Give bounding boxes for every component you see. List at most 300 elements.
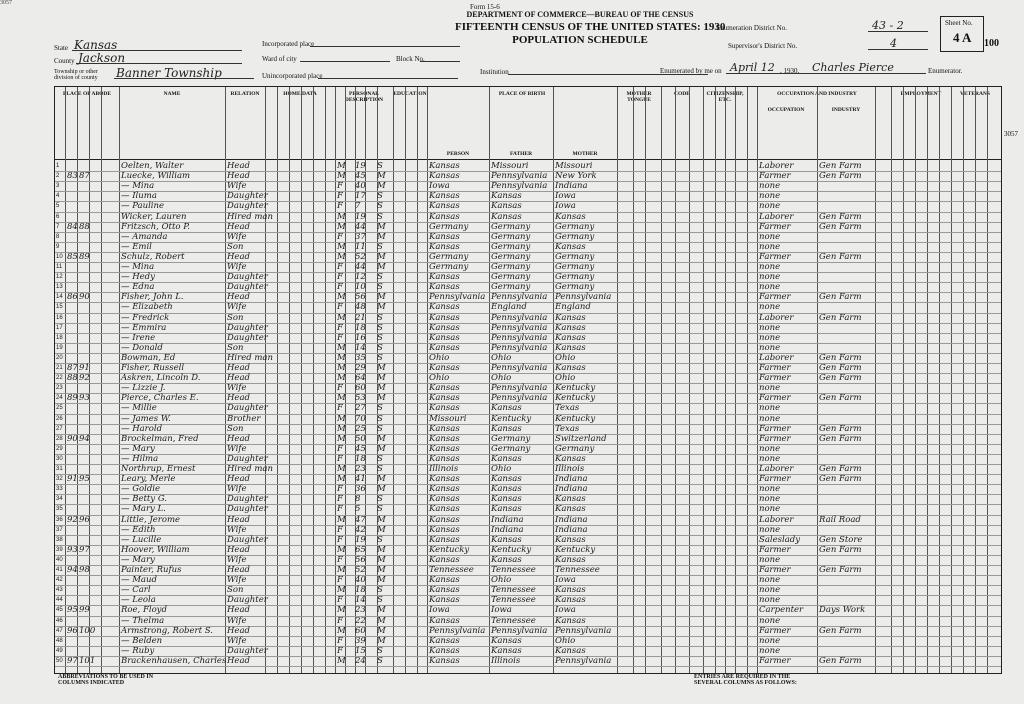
cell-age: 40 (355, 575, 366, 586)
cell-fob: Kansas (491, 474, 522, 485)
cell-sex: F (337, 453, 343, 464)
cell-occ: Farmer (759, 625, 791, 636)
cell-name: — Amanda (121, 231, 168, 242)
footer-abbreviations: ABBREVIATIONS TO BE USED IN COLUMNS INDICATED (58, 674, 154, 686)
cell-rel: Head (227, 251, 250, 262)
enumerator-suffix: Enumerator. (928, 67, 963, 75)
cell-occ: none (759, 494, 781, 505)
cell-rel: Wife (227, 181, 247, 192)
cell-mob: Texas (555, 423, 580, 434)
cell-mar: S (377, 241, 383, 252)
cell-mar: M (377, 383, 386, 394)
cell-fob: Germany (491, 282, 531, 293)
cell-fob: Kansas (491, 453, 522, 464)
cell-mar: S (377, 494, 383, 505)
cell-pob: Ohio (429, 373, 450, 384)
cell-ind: Gen Farm (819, 363, 862, 373)
cell-mob: Germany (555, 221, 595, 232)
line-number: 10 (56, 253, 63, 260)
cell-pob: Germany (429, 262, 469, 272)
cell-age: 47 (355, 514, 366, 525)
cell-sex: M (337, 342, 346, 353)
cell-rel: Son (227, 423, 244, 434)
cell-mob: Texas (555, 403, 580, 414)
line-number: 31 (56, 466, 63, 472)
cell-name: Pierce, Charles E. (121, 393, 199, 404)
cell-pob: Kansas (429, 595, 460, 606)
cell-name: Painter, Rufus (121, 565, 182, 575)
cell-mar: S (377, 282, 383, 293)
cell-sex: M (337, 221, 346, 232)
cell-occ: none (759, 302, 781, 313)
cell-ind: Gen Farm (819, 292, 862, 303)
cell-rel: Daughter (227, 595, 268, 606)
cell-rel: Son (227, 312, 244, 323)
cell-mar: S (377, 423, 383, 434)
cell-age: 39 (355, 635, 366, 646)
cell-mob: Kansas (555, 595, 586, 606)
cell-fob: Kansas (491, 635, 522, 646)
state-label: State (54, 44, 68, 52)
cell-occ: none (759, 484, 781, 495)
cell-name: — Ruby (121, 645, 155, 656)
enumerated-year: , 1930, (780, 67, 800, 75)
cell-mob: Ohio (555, 373, 576, 384)
cell-sex: F (337, 403, 343, 414)
cell-mob: Kansas (555, 363, 586, 373)
cell-age: 45 (355, 171, 366, 182)
supervisor-value: 4 (890, 37, 897, 50)
cell-fob: Germany (491, 251, 531, 262)
cell-age: 37 (355, 231, 366, 242)
line-number: 8 (56, 233, 60, 240)
cell-fm: 91 (79, 363, 90, 373)
cell-age: 53 (355, 393, 366, 404)
cell-rel: Daughter (227, 534, 268, 545)
line-number: 32 (56, 476, 63, 483)
cell-pob: Kansas (429, 383, 460, 394)
cell-mar: M (377, 251, 386, 262)
county-label: County (54, 57, 75, 65)
cell-mob: Pennsylvania (555, 625, 612, 636)
cell-sex: F (337, 181, 343, 192)
cell-age: 52 (355, 565, 366, 575)
margin-number: 3057 (1004, 130, 1018, 138)
cell-age: 21 (355, 312, 366, 323)
unincorporated-label: Unincorporated place (262, 72, 323, 80)
cell-mob: Kentucky (555, 383, 596, 394)
cell-occ: none (759, 272, 781, 283)
cell-rel: Head (227, 625, 250, 636)
cell-rel: Daughter (227, 403, 268, 414)
cell-name: — Hilma (121, 453, 159, 464)
cell-pob: Kansas (429, 211, 460, 222)
cell-fob: Tennessee (491, 565, 536, 575)
cell-occ: Laborer (759, 514, 794, 525)
cell-mob: Germany (555, 272, 595, 283)
cell-sex: F (337, 645, 343, 656)
col-veterans: VETERANS (960, 91, 990, 97)
cell-pob: Kansas (429, 322, 460, 333)
cell-sex: M (337, 393, 346, 404)
line-number: 7 (56, 223, 60, 230)
cell-mar: M (377, 615, 386, 626)
cell-fob: Germany (491, 221, 531, 232)
line-number: 1 (56, 163, 60, 169)
cell-mar: S (377, 161, 383, 171)
cell-mar: M (377, 181, 386, 192)
cell-mob: Germany (555, 251, 595, 262)
col-birth-person: PERSON (446, 151, 470, 157)
cell-fob: Pennsylvania (491, 363, 548, 373)
cell-name: — Belden (121, 635, 163, 646)
enumerated-label: Enumerated by me on (660, 67, 722, 75)
cell-age: 40 (355, 181, 366, 192)
line-number: 26 (56, 415, 63, 422)
cell-sex: M (337, 413, 346, 424)
cell-rel: Wife (227, 524, 247, 535)
cell-mob: Kansas (555, 453, 586, 464)
cell-fob: Kansas (491, 504, 522, 515)
cell-ind: Gen Farm (819, 464, 862, 474)
cell-occ: Farmer (759, 363, 791, 373)
cell-mob: Pennsylvania (555, 292, 612, 303)
incorporated-line (310, 46, 460, 47)
cell-name: Little, Jerome (121, 514, 181, 525)
cell-name: — Emil (121, 241, 152, 252)
cell-occ: Laborer (759, 211, 794, 222)
cell-dw: 87 (67, 363, 78, 373)
cell-name: — Iluma (121, 191, 157, 202)
cell-pob: Kansas (429, 615, 460, 626)
cell-mar: M (377, 484, 386, 495)
cell-occ: none (759, 443, 781, 454)
cell-fob: Pennsylvania (491, 342, 548, 353)
line-number: 43 (56, 587, 63, 594)
cell-fm: 92 (79, 373, 90, 384)
cell-sex: F (337, 534, 343, 545)
cell-mar: M (377, 262, 386, 272)
line-number: 12 (56, 274, 63, 281)
cell-fob: Pennsylvania (491, 181, 548, 192)
cell-fob: Germany (491, 231, 531, 242)
cell-fob: Iowa (491, 605, 512, 616)
cell-ind: Days Work (819, 605, 866, 616)
cell-mar: S (377, 464, 383, 474)
cell-pob: Iowa (429, 181, 450, 192)
cell-age: 70 (355, 413, 366, 424)
cell-occ: none (759, 322, 781, 333)
cell-mob: Kansas (555, 312, 586, 323)
cell-fob: Tennessee (491, 585, 536, 596)
cell-sex: M (337, 544, 346, 555)
cell-occ: none (759, 241, 781, 252)
cell-mob: Iowa (555, 201, 576, 212)
line-number: 27 (56, 425, 63, 432)
cell-name: — Irene (121, 332, 156, 343)
cell-fm: 98 (79, 565, 90, 575)
cell-occ: Farmer (759, 423, 791, 434)
cell-fob: Germany (491, 241, 531, 252)
cell-pob: Kansas (429, 504, 460, 515)
col-place-of-birth: PLACE OF BIRTH (498, 91, 546, 97)
cell-age: 14 (355, 595, 366, 606)
incorporated-label: Incorporated place (262, 40, 315, 48)
cell-mar: S (377, 595, 383, 606)
state-value: Kansas (74, 38, 118, 52)
cell-fob: Kansas (491, 211, 522, 222)
cell-mar: S (377, 504, 383, 515)
cell-fob: Kansas (491, 403, 522, 414)
cell-age: 18 (355, 585, 366, 596)
col-birth-mother: MOTHER (572, 151, 598, 157)
cell-rel: Wife (227, 635, 247, 646)
cell-age: 15 (355, 645, 366, 656)
cell-age: 18 (355, 322, 366, 333)
census-title: FIFTEENTH CENSUS OF THE UNITED STATES: 1930 (455, 21, 726, 33)
cell-ind: Gen Farm (819, 221, 862, 232)
cell-mob: Iowa (555, 575, 576, 586)
cell-pob: Kansas (429, 554, 460, 565)
cell-ind: Gen Farm (819, 171, 862, 182)
cell-pob: Illinois (429, 464, 459, 474)
cell-sex: F (337, 322, 343, 333)
footer (54, 674, 1000, 702)
cell-name: — Fredrick (121, 312, 170, 323)
cell-ind: Gen Farm (819, 433, 862, 444)
col-birth-father: FATHER (509, 151, 533, 157)
cell-mob: Missouri (555, 161, 593, 171)
cell-fob: Kansas (491, 191, 522, 202)
cell-name: — Millie (121, 403, 157, 414)
cell-sex: F (337, 524, 343, 535)
cell-name: Fritzsch, Otto P. (121, 221, 190, 232)
cell-mob: Switzerland (555, 433, 607, 444)
line-number: 33 (56, 486, 63, 493)
cell-fob: Kansas (491, 554, 522, 565)
cell-sex: F (337, 615, 343, 626)
header-divider (55, 159, 1001, 160)
cell-pob: Missouri (429, 413, 467, 424)
line-number: 20 (56, 354, 63, 361)
cell-rel: Son (227, 585, 244, 596)
cell-pob: Kansas (429, 302, 460, 313)
cell-mar: M (377, 171, 386, 182)
cell-age: 45 (355, 443, 366, 454)
cell-fm: 100 (79, 625, 96, 636)
cell-rel: Hired man (227, 352, 273, 363)
line-number: 40 (56, 556, 63, 563)
cell-occ: Laborer (759, 312, 794, 323)
cell-fob: Kansas (491, 423, 522, 434)
cell-sex: M (337, 464, 346, 474)
cell-occ: Farmer (759, 393, 791, 404)
cell-occ: Farmer (759, 373, 791, 384)
cell-sex: M (337, 352, 346, 363)
cell-age: 18 (355, 453, 366, 464)
cell-mar: S (377, 272, 383, 283)
cell-pob: Kansas (429, 282, 460, 293)
cell-age: 17 (355, 191, 366, 202)
cell-fm: 93 (79, 393, 90, 404)
line-number: 17 (56, 324, 63, 331)
cell-mar: S (377, 413, 383, 424)
cell-fob: Kansas (491, 201, 522, 212)
cell-fob: Pennsylvania (491, 171, 548, 182)
cell-fob: Pennsylvania (491, 332, 548, 343)
cell-ind: Gen Farm (819, 352, 862, 363)
cell-mob: Indiana (555, 524, 588, 535)
cell-fob: Kentucky (491, 544, 532, 555)
cell-sex: F (337, 443, 343, 454)
cell-rel: Wife (227, 484, 247, 495)
cell-ind: Gen Farm (819, 625, 862, 636)
cell-occ: none (759, 585, 781, 596)
cell-age: 60 (355, 383, 366, 394)
cell-mob: Kansas (555, 534, 586, 545)
line-number: 11 (56, 264, 63, 270)
cell-mar: M (377, 373, 386, 384)
line-number: 50 (56, 657, 63, 664)
cell-mar: S (377, 585, 383, 596)
cell-name: Armstrong, Robert S. (121, 625, 213, 636)
cell-fob: Germany (491, 433, 531, 444)
cell-age: 23 (355, 464, 366, 474)
cell-ind: Gen Store (819, 534, 863, 545)
cell-fm: 101 (79, 655, 96, 666)
cell-mob: Ohio (555, 635, 576, 646)
cell-name: — Carl (121, 585, 151, 596)
cell-mar: M (377, 433, 386, 444)
cell-dw: 94 (67, 565, 78, 575)
cell-name: — Betty G. (121, 494, 168, 505)
cell-mar: M (377, 292, 386, 303)
cell-fob: Pennsylvania (491, 383, 548, 394)
cell-age: 65 (355, 544, 366, 555)
cell-pob: Kansas (429, 423, 460, 434)
cell-pob: Kansas (429, 524, 460, 535)
line-number: 38 (56, 536, 63, 543)
cell-sex: F (337, 383, 343, 394)
cell-age: 60 (355, 625, 366, 636)
township-value: Banner Township (116, 66, 222, 80)
cell-occ: Farmer (759, 565, 791, 575)
cell-age: 25 (355, 423, 366, 434)
cell-mar: S (377, 403, 383, 414)
cell-name: Roe, Floyd (121, 605, 167, 616)
cell-occ: none (759, 595, 781, 606)
cell-age: 16 (355, 332, 366, 343)
line-number: 15 (56, 304, 63, 311)
cell-sex: M (337, 251, 346, 262)
cell-mob: Kansas (555, 615, 586, 626)
cell-dw: 83 (67, 171, 78, 182)
cell-mob: Indiana (555, 181, 588, 192)
col-name: NAME (163, 91, 181, 97)
line-number: 21 (56, 365, 63, 371)
cell-ind: Gen Farm (819, 312, 862, 323)
cell-sex: F (337, 635, 343, 646)
line-number: 30 (56, 455, 63, 462)
cell-rel: Son (227, 241, 244, 252)
cell-name: Bowman, Ed (121, 352, 176, 363)
cell-occ: none (759, 332, 781, 343)
cell-sex: F (337, 282, 343, 293)
cell-mob: New York (555, 171, 597, 182)
line-number: 28 (56, 435, 63, 442)
cell-rel: Head (227, 373, 250, 384)
cell-rel: Wife (227, 575, 247, 586)
cell-sex: F (337, 302, 343, 313)
cell-age: 19 (355, 211, 366, 222)
cell-mob: Germany (555, 262, 595, 272)
cell-fob: Missouri (491, 161, 529, 171)
cell-pob: Kansas (429, 332, 460, 343)
cell-mob: Kentucky (555, 413, 596, 424)
cell-mob: Kansas (555, 342, 586, 353)
cell-age: 56 (355, 292, 366, 303)
cell-sex: M (337, 363, 346, 373)
line-number: 49 (56, 647, 63, 654)
cell-mob: Ohio (555, 352, 576, 363)
line-number: 2 (56, 173, 60, 180)
cell-name: — Mary (121, 443, 155, 454)
cell-name: — Edith (121, 524, 156, 535)
cell-fob: Indiana (491, 524, 524, 535)
cell-rel: Head (227, 514, 250, 525)
cell-name: Leary, Merle (121, 474, 176, 485)
cell-dw: 88 (67, 373, 78, 384)
cell-occ: none (759, 524, 781, 535)
cell-mar: M (377, 544, 386, 555)
cell-name: — Mary L. (121, 504, 166, 515)
cell-occ: Farmer (759, 433, 791, 444)
cell-name: — Lucille (121, 534, 162, 545)
cell-rel: Head (227, 161, 250, 171)
cell-fob: Pennsylvania (491, 322, 548, 333)
cell-name: Fisher, John L. (121, 292, 184, 303)
ward-label: Ward of city (262, 55, 297, 63)
cell-name: — Lizzie J. (121, 383, 166, 394)
supervisor-line (868, 49, 928, 50)
col-home-data: HOME DATA (283, 91, 317, 97)
cell-rel: Son (227, 342, 244, 353)
cell-name: — Emmira (121, 322, 167, 333)
cell-occ: none (759, 282, 781, 293)
line-number: 14 (56, 294, 63, 301)
cell-sex: M (337, 312, 346, 323)
cell-occ: none (759, 201, 781, 212)
cell-name: — Hedy (121, 272, 155, 283)
block-label: Block No. (396, 55, 425, 63)
cell-age: 11 (355, 241, 366, 252)
cell-pob: Kansas (429, 272, 460, 283)
cell-name: Hoover, William (121, 544, 190, 555)
cell-fob: Kansas (491, 494, 522, 505)
cell-rel: Wife (227, 231, 247, 242)
cell-pob: Kansas (429, 241, 460, 252)
cell-age: 7 (355, 201, 361, 212)
enumerated-date: April 12 (730, 61, 775, 74)
cell-rel: Head (227, 433, 250, 444)
cell-name: — Mina (121, 181, 155, 192)
line-number: 29 (56, 445, 63, 452)
cell-occ: none (759, 615, 781, 626)
cell-sex: F (337, 595, 343, 606)
cell-rel: Daughter (227, 282, 268, 293)
cell-pob: Tennessee (429, 565, 474, 575)
cell-dw: 97 (67, 655, 78, 666)
